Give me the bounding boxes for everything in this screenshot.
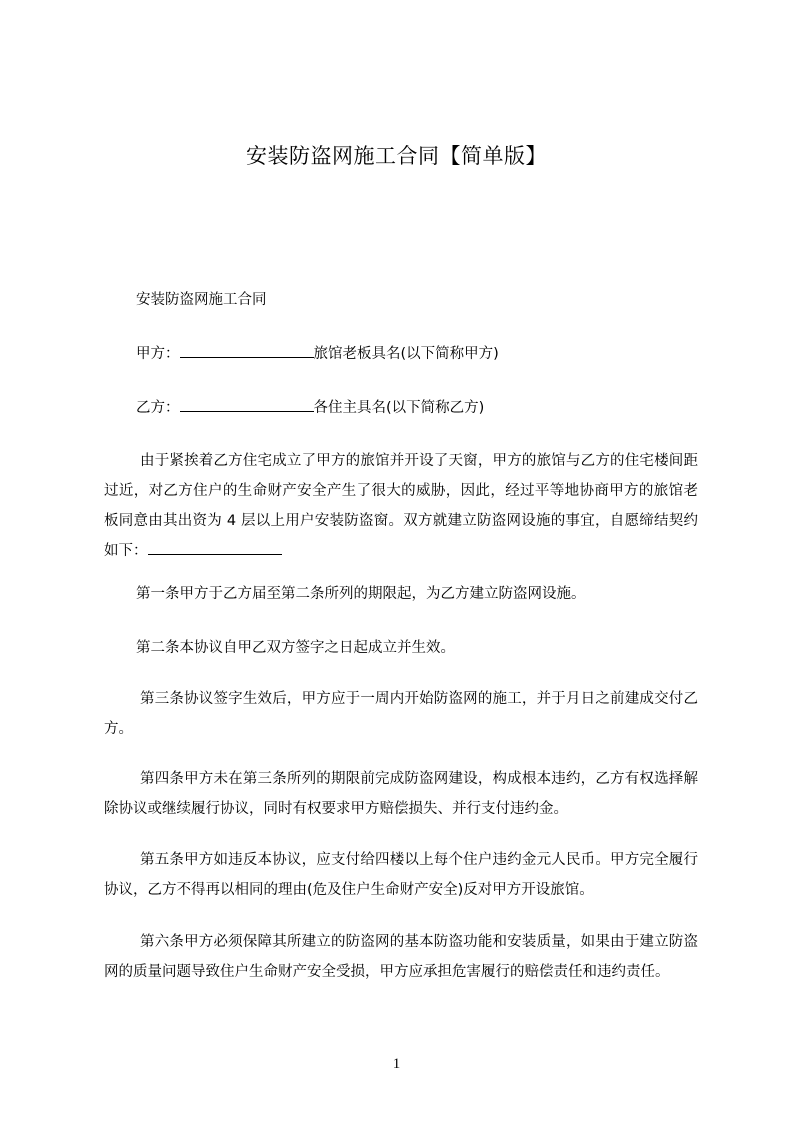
party-b-suffix: 各住主具名(以下简称乙方) (313, 400, 485, 416)
party-a-label: 甲方： (136, 346, 180, 362)
page-number: 1 (392, 1056, 401, 1072)
article-4: 第四条甲方未在第三条所列的期限前完成防盗网建设，构成根本违约，乙方有权选择解除协议或继续履行协议，同时有权要求甲方赔偿损失、并行支付违约金。 (104, 771, 698, 817)
article-5: 第五条甲方如违反本协议，应支付给四楼以上每个住户违约金元人民币。甲方完全履行协议，乙方不得再以相同的理由(危及住户生命财产安全)反对甲方开设旅馆。 (104, 852, 698, 898)
article-2: 第二条本协议自甲乙双方签字之日起成立并生效。 (136, 640, 455, 656)
article-3: 第三条协议签字生效后，甲方应于一周内开始防盗网的施工，并于月日之前建成交付乙方。 (104, 691, 698, 737)
party-a-line (136, 343, 499, 365)
party-a-suffix: 旅馆老板具名(以下简称甲方) (313, 346, 499, 362)
preamble-blank (148, 540, 282, 555)
party-b-blank (180, 397, 314, 412)
party-a-blank (180, 343, 314, 358)
preamble-paragraph (104, 446, 698, 566)
party-b-line (136, 397, 484, 419)
document-title: 安装防盗网施工合同【简单版】 (246, 144, 547, 168)
article-1: 第一条甲方于乙方届至第二条所列的期限起，为乙方建立防盗网设施。 (136, 586, 586, 602)
party-b-label: 乙方： (136, 400, 180, 416)
contract-heading: 安装防盗网施工合同 (136, 292, 267, 308)
article-6: 第六条甲方必须保障其所建立的防盗网的基本防盗功能和安装质量，如果由于建立防盗网的质量问题导致住户生命财产安全受损，甲方应承担危害履行的赔偿责任和违约责任。 (104, 934, 698, 980)
preamble-text: 由于紧挨着乙方住宅成立了甲方的旅馆并开设了天窗，甲方的旅馆与乙方的住宅楼间距过近，对乙方住户的生命财产安全产生了很大的威胁，因此，经过平等地协商甲方的旅馆老板同意由其出资为 4 层以上用户安装防盗窗。双方就建立防盗网设施的事宜，自愿缔结契约如下： (104, 453, 698, 559)
